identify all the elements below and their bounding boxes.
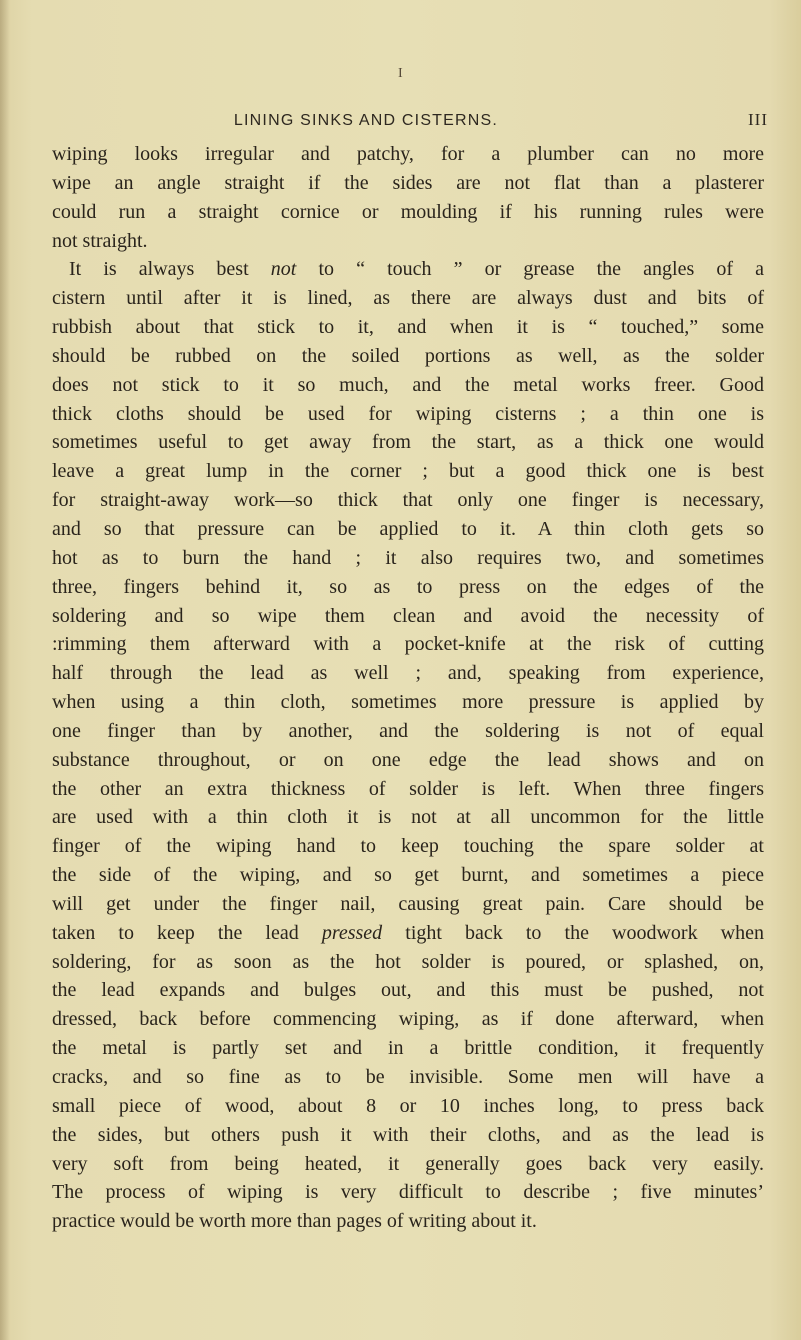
text-line: finger of the wiping hand to keep touching the spare solder at (52, 835, 764, 858)
text-line: soldering and so wipe them clean and avoid the necessity of (52, 604, 764, 627)
text-line: cracks, and so fine as to be invisible. Some men will have a (52, 1066, 764, 1088)
text-line: one finger than by another, and the soldering is not of equal (52, 719, 764, 742)
running-header (48, 104, 768, 132)
text-line: could run a straight cornice or moulding if his running rules were (52, 200, 764, 223)
text-line: the other an extra thickness of solder is left. When three fingers (52, 777, 764, 800)
text-line: :rimming them afterward with a pocket-knife at the risk of cutting (52, 633, 764, 656)
body-text (52, 140, 764, 1236)
text-line: does not stick to it so much, and the metal works freer. Good (52, 373, 764, 396)
text-line: small piece of wood, about 8 or 10 inches long, to press back (52, 1094, 764, 1117)
emphasis: pressed (321, 921, 383, 944)
text-line: rubbish about that stick to it, and when it is “ touched,” some (52, 316, 764, 339)
text-line: wipe an angle straight if the sides are not flat than a plasterer (52, 171, 764, 194)
text-line: the sides, but others push it with their cloths, and as the lead is (52, 1123, 764, 1146)
text-line: are used with a thin cloth it is not at all uncommon for the little (52, 806, 764, 829)
text-line: the metal is partly set and in a brittle condition, it frequently (52, 1037, 764, 1060)
text-line: hot as to burn the hand ; it also requires two, and sometimes (52, 546, 764, 569)
text-line: wiping looks irregular and patchy, for a plumber can no more (52, 143, 764, 165)
text-run: to “ touch ” or grease the angles of a (296, 258, 764, 281)
text-run: tight back to the woodwork when (382, 921, 764, 944)
text-line: dressed, back before commencing wiping, as if done afterward, when (52, 1008, 764, 1031)
text-line: The process of wiping is very difficult to describe ; five minutes’ (52, 1181, 764, 1204)
text-run: It is always best (69, 258, 271, 281)
text-line: half through the lead as well ; and, speaking from experience, (52, 662, 764, 685)
spine-shadow (0, 0, 10, 1340)
text-line (52, 919, 764, 948)
text-line: practice would be worth more than pages of writing about it. (52, 1210, 537, 1233)
page-number: III (748, 110, 768, 129)
text-line: substance throughout, or on one edge the lead shows and on (52, 748, 764, 771)
text-line: the side of the wiping, and so get burnt, and sometimes a piece (52, 864, 764, 887)
text-line: when using a thin cloth, sometimes more pressure is applied by (52, 691, 764, 714)
text-line: for straight-away work—so thick that only one finger is necessary, (52, 489, 764, 512)
text-line: thick cloths should be used for wiping cisterns ; a thin one is (52, 402, 764, 425)
text-line (52, 255, 764, 284)
page-title: LINING SINKS AND CISTERNS. (233, 112, 499, 129)
text-line: soldering, for as soon as the hot solder is poured, or splashed, on, (52, 950, 764, 973)
text-line: cistern until after it is lined, as there are always dust and bits of (52, 287, 764, 310)
text-line: and so that pressure can be applied to it. A thin cloth gets so (52, 517, 764, 540)
text-line: will get under the finger nail, causing great pain. Care should be (52, 892, 764, 915)
top-mark: I (398, 66, 403, 81)
text-line: leave a great lump in the corner ; but a good thick one is best (52, 460, 764, 483)
text-line: not straight. (52, 229, 148, 252)
text-line: very soft from being heated, it generally goes back very easily. (52, 1152, 764, 1175)
text-run: taken to keep the lead (52, 921, 322, 944)
text-line: three, fingers behind it, so as to press on the edges of the (52, 575, 764, 598)
emphasis: not (270, 258, 297, 281)
text-line: the lead expands and bulges out, and this must be pushed, not (52, 979, 764, 1002)
text-line: should be rubbed on the soiled portions as well, as the solder (52, 344, 764, 367)
text-line: sometimes useful to get away from the start, as a thick one would (52, 431, 764, 454)
